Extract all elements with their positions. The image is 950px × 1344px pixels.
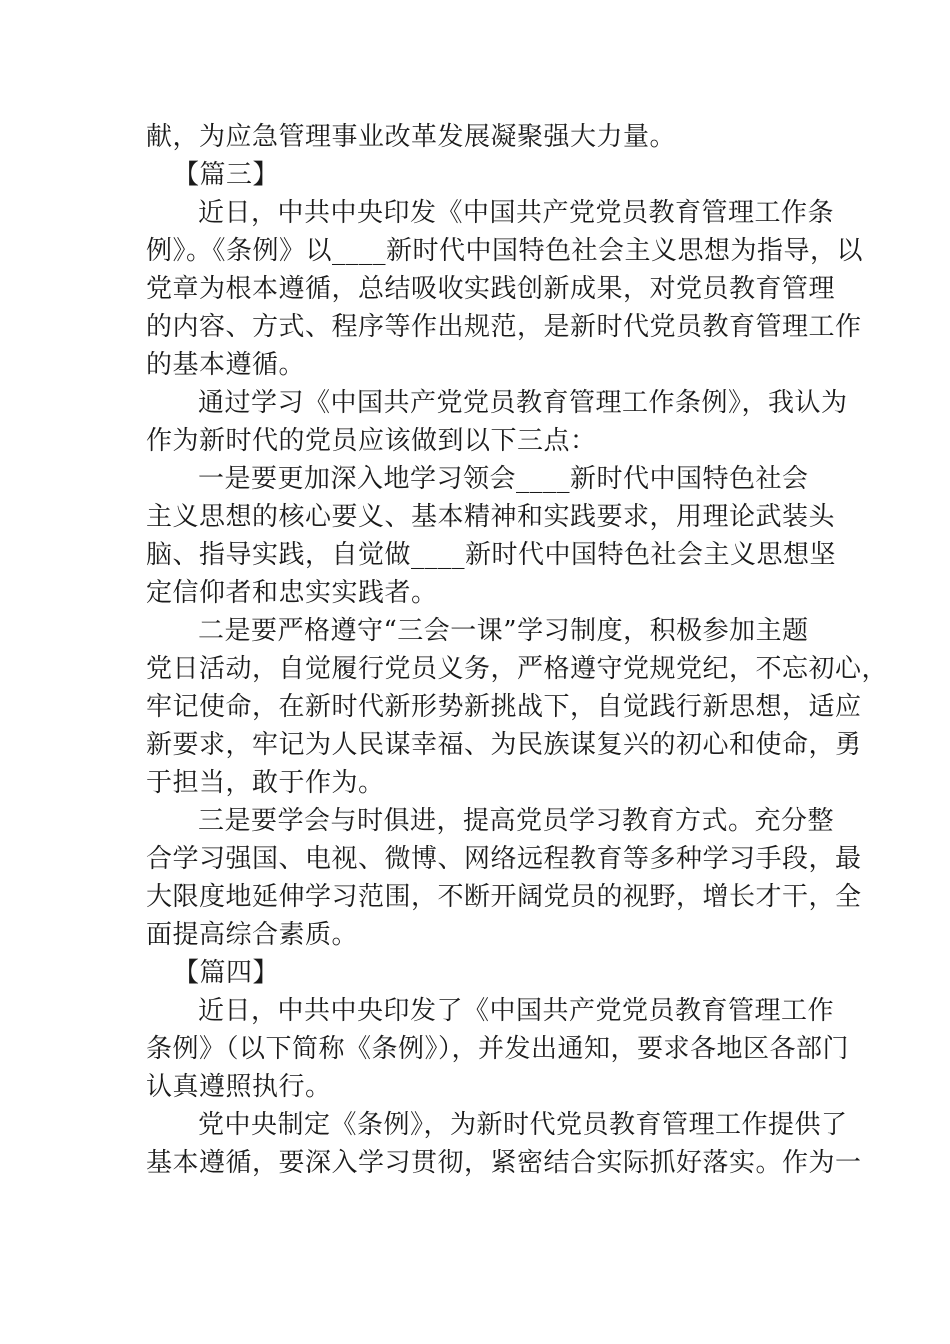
paragraph-line: 脑、指导实践，自觉做____新时代中国特色社会主义思想坚 <box>146 540 837 570</box>
section-heading: 【篇三】 <box>173 160 280 190</box>
document-body <box>146 118 889 1182</box>
paragraph-line: 的基本遵循。 <box>146 350 306 380</box>
paragraph-line: 近日，中共中央印发《中国共产党党员教育管理工作条 <box>198 198 835 228</box>
paragraph-line: 三是要学会与时俱进，提高党员学习教育方式。充分整 <box>198 806 835 836</box>
paragraph-line: 条例》（以下简称《条例》），并发出通知，要求各地区各部门 <box>146 1034 850 1064</box>
paragraph-line: 的内容、方式、程序等作出规范，是新时代党员教育管理工作 <box>146 312 862 342</box>
paragraph-line: 主义思想的核心要义、基本精神和实践要求，用理论武装头 <box>146 502 836 532</box>
paragraph-line: 新要求，牢记为人民谋幸福、为民族谋复兴的初心和使命，勇 <box>146 730 862 760</box>
paragraph-line: 作为新时代的党员应该做到以下三点： <box>146 426 597 456</box>
paragraph-line: 定信仰者和忠实实践者。 <box>146 578 438 608</box>
paragraph-line: 党章为根本遵循，总结吸收实践创新成果，对党员教育管理 <box>146 274 836 304</box>
paragraph-line: 献，为应急管理事业改革发展凝聚强大力量。 <box>146 122 677 152</box>
paragraph-line: 合学习强国、电视、微博、网络远程教育等多种学习手段，最 <box>146 844 862 874</box>
paragraph-line: 基本遵循，要深入学习贯彻，紧密结合实际抓好落实。作为一 <box>146 1148 862 1178</box>
paragraph-line: 党中央制定《条例》，为新时代党员教育管理工作提供了 <box>198 1110 848 1140</box>
paragraph-line: 一是要更加深入地学习领会____新时代中国特色社会 <box>198 464 809 494</box>
paragraph-line: 牢记使命，在新时代新形势新挑战下，自觉践行新思想，适应 <box>146 692 862 722</box>
paragraph-line: 党日活动，自觉履行党员义务，严格遵守党规党纪，不忘初心， <box>146 654 889 684</box>
paragraph-line: 面提高综合素质。 <box>146 920 359 950</box>
paragraph-line: 二是要严格遵守“三会一课”学习制度，积极参加主题 <box>198 616 809 646</box>
paragraph-line: 大限度地延伸学习范围，不断开阔党员的视野，增长才干，全 <box>146 882 862 912</box>
paragraph-line: 例》。《条例》以____新时代中国特色社会主义思想为指导，以 <box>146 236 864 266</box>
paragraph-line: 认真遵照执行。 <box>146 1072 332 1102</box>
paragraph-line: 通过学习《中国共产党党员教育管理工作条例》，我认为 <box>198 388 848 418</box>
paragraph-line: 近日，中共中央印发了《中国共产党党员教育管理工作 <box>198 996 835 1026</box>
section-heading: 【篇四】 <box>173 958 280 988</box>
paragraph-line: 于担当，敢于作为。 <box>146 768 385 798</box>
